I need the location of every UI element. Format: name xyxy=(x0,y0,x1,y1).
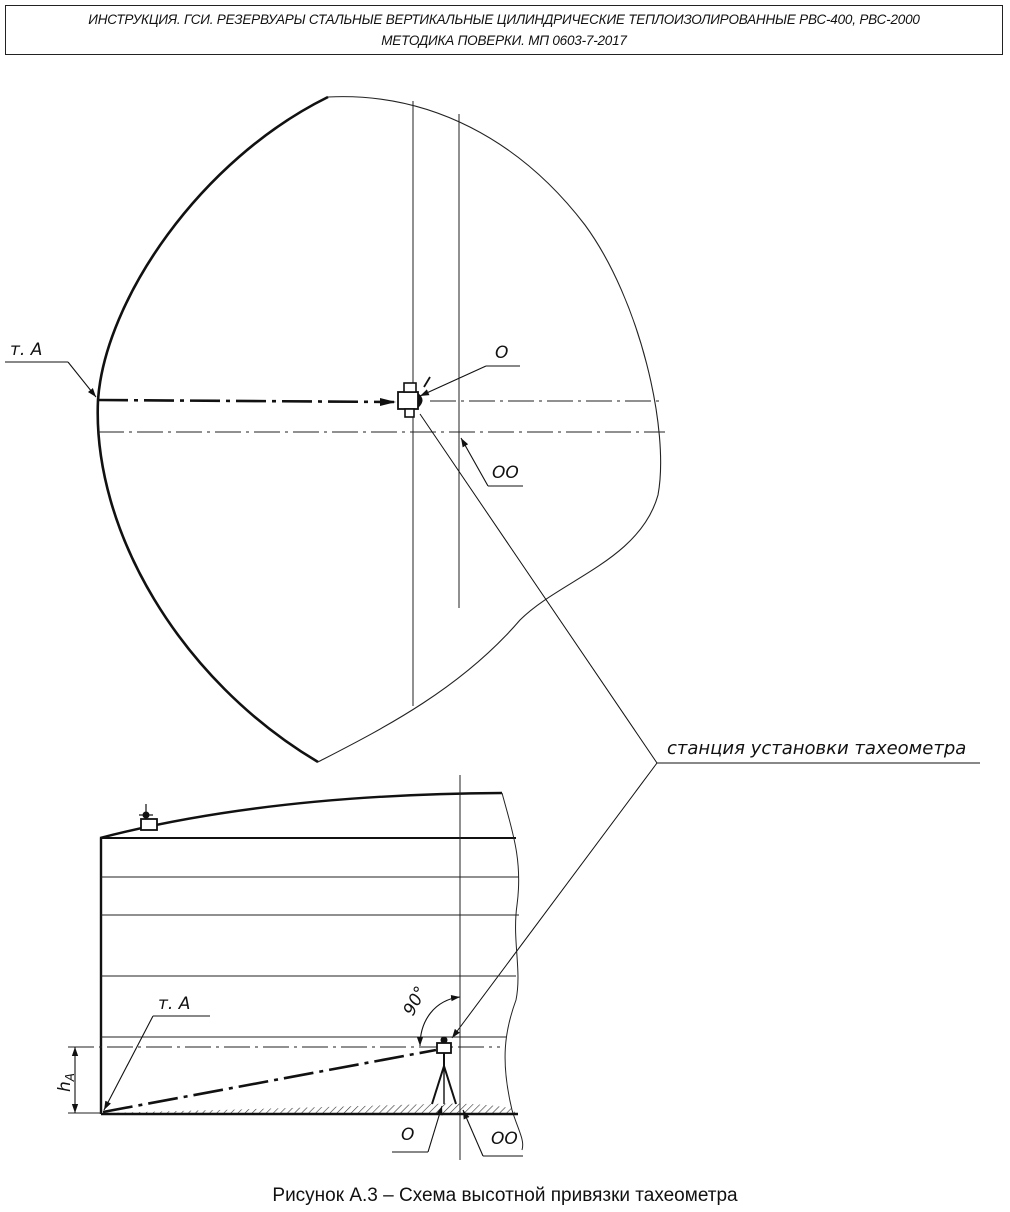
plan-o-leader xyxy=(420,366,486,396)
plan-oo-leader xyxy=(461,438,488,486)
elevation-oo-label: ОО xyxy=(491,1129,518,1149)
ground-hatch xyxy=(101,1104,515,1114)
plan-point-a-leader xyxy=(68,362,96,397)
angle-arc xyxy=(420,997,460,1046)
roof-station-icon xyxy=(139,804,157,830)
plan-oo-label: ОО xyxy=(492,463,519,483)
elevation-oo-leader xyxy=(463,1110,483,1156)
tank-wall-right-boundary xyxy=(318,97,661,762)
figure-caption: Рисунок А.3 – Схема высотной привязки тахеометра xyxy=(272,1185,738,1206)
plan-point-a-label: т. А xyxy=(10,340,43,360)
header-title-line2: МЕТОДИКА ПОВЕРКИ. МП 0603-7-2017 xyxy=(381,33,627,48)
station-leader-to-elevation xyxy=(452,763,657,1038)
elevation-point-a-label: т. А xyxy=(158,994,191,1014)
plan-sight-line xyxy=(98,400,394,402)
angle-label: 90° xyxy=(399,983,432,1020)
station-label: станция установки тахеометра xyxy=(667,738,967,759)
tank-break-line xyxy=(502,793,523,1150)
station-callout xyxy=(420,414,980,1038)
plan-view xyxy=(5,97,665,762)
header-title-line1: ИНСТРУКЦИЯ. ГСИ. РЕЗЕРВУАРЫ СТАЛЬНЫЕ ВЕРТИКАЛЬНЫЕ ЦИЛИНДРИЧЕСКИЕ ТЕПЛОИЗОЛИРОВАННЫЕ РВС-400, РВС-2000 xyxy=(88,12,920,27)
plan-o-label: О xyxy=(495,343,509,363)
station-leader-to-plan xyxy=(420,414,657,763)
tank-wall-left-arc xyxy=(98,97,328,762)
elevation-view xyxy=(55,775,523,1160)
plan-total-station-icon xyxy=(398,377,430,417)
tank-roof xyxy=(100,793,502,838)
h-dimension-label: $h_A$ xyxy=(55,1073,77,1092)
elevation-point-a-leader xyxy=(104,1016,153,1110)
elevation-o-label: О xyxy=(401,1125,415,1145)
elevation-sight-line xyxy=(103,1050,436,1112)
plan-sight-arrowhead xyxy=(380,398,396,406)
